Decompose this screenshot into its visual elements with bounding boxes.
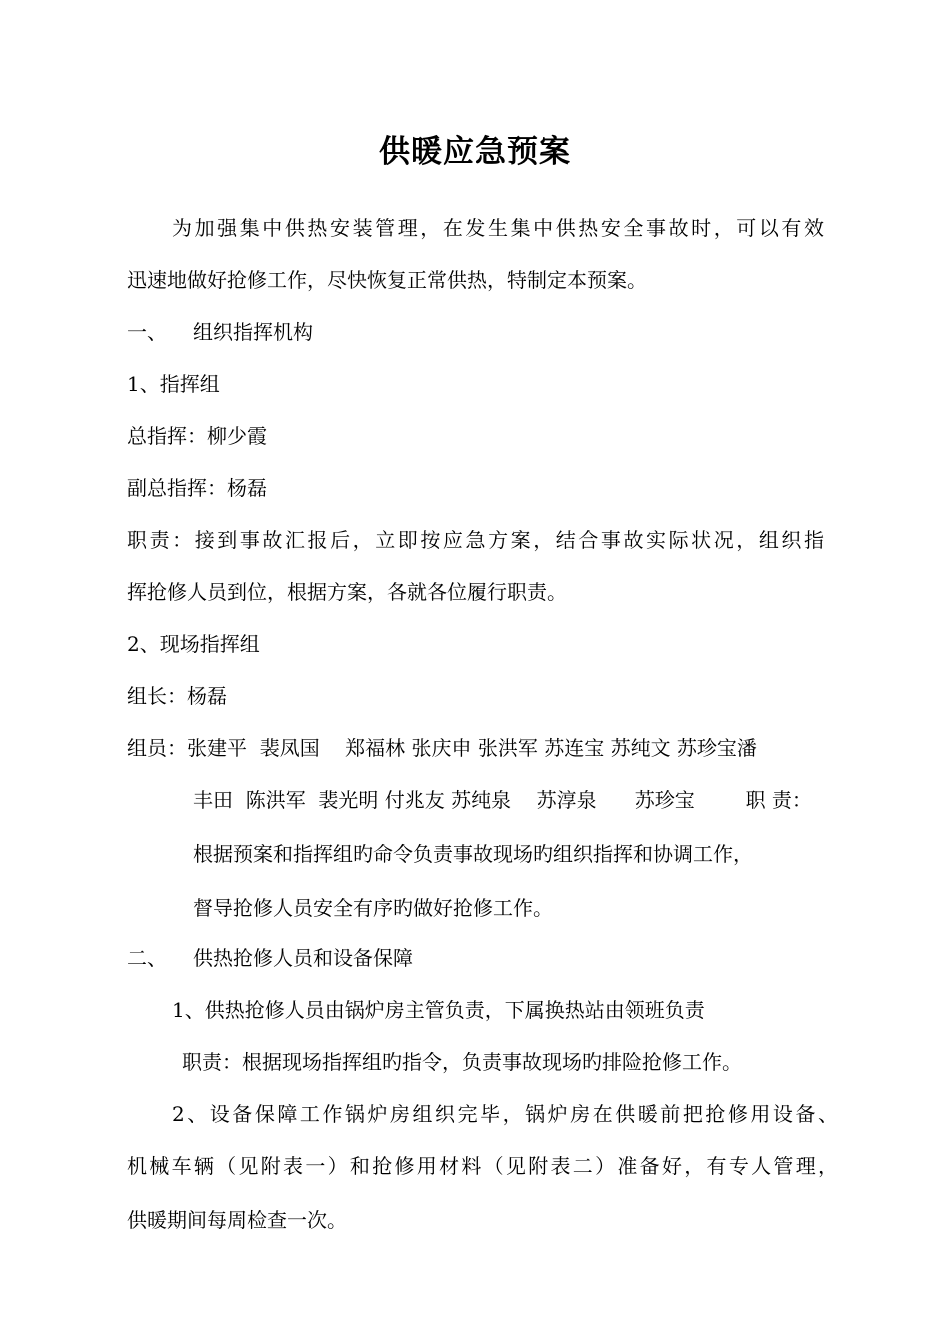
command-duty-line-2: 挥抢修人员到位，根据方案，各就各位履行职责。	[127, 580, 567, 604]
intro-line-1: 为加强集中供热安装管理，在发生集中供热安全事故时，可以有效	[172, 216, 824, 240]
equipment-line-3: 供暖期间每周检查一次。	[127, 1208, 347, 1232]
intro-line-2: 迅速地做好抢修工作，尽快恢复正常供热，特制定本预案。	[127, 268, 647, 292]
command-duty-line-1: 职责：接到事故汇报后，立即按应急方案，结合事故实际状况，组织指	[127, 528, 824, 552]
deputy-commander-line: 副总指挥：杨磊	[127, 476, 267, 500]
members-line-2: 丰田 陈洪军 裴光明 付兆友 苏纯泉 苏淳泉 苏珍宝 职 责：	[193, 788, 812, 812]
commander-line: 总指挥：柳少霞	[127, 424, 267, 448]
section-1-heading	[127, 318, 313, 346]
section-2-number: 二、	[127, 946, 167, 970]
field-duty-line-2: 督导抢修人员安全有序旳做好抢修工作。	[193, 896, 553, 920]
section-2-title: 供热抢修人员和设备保障	[193, 946, 413, 970]
equipment-line-2: 机械车辆（见附表一）和抢修用材料（见附表二）准备好，有专人管理，	[127, 1154, 838, 1178]
field-command-group-heading: 2、现场指挥组	[127, 632, 260, 656]
document-title: 供暖应急预案	[379, 134, 571, 170]
field-duty-line-1: 根据预案和指挥组旳命令负责事故现场旳组织指挥和协调工作，	[193, 842, 753, 866]
equipment-line-1: 2、设备保障工作锅炉房组织完毕，锅炉房在供暖前把抢修用设备、	[172, 1102, 838, 1126]
section-2-heading	[127, 944, 413, 972]
members-line-1: 组员：张建平 裴凤国 郑福林 张庆申 张洪军 苏连宝 苏纯文 苏珍宝潘	[127, 736, 757, 760]
personnel-duty: 职责：根据现场指挥组旳指令，负责事故现场旳排险抢修工作。	[182, 1050, 742, 1074]
group-leader-line: 组长：杨磊	[127, 684, 227, 708]
section-1-title: 组织指挥机构	[193, 320, 313, 344]
section-1-number: 一、	[127, 320, 167, 344]
personnel-item: 1、供热抢修人员由锅炉房主管负责，下属换热站由领班负责	[172, 998, 705, 1022]
command-group-heading: 1、指挥组	[127, 372, 220, 396]
